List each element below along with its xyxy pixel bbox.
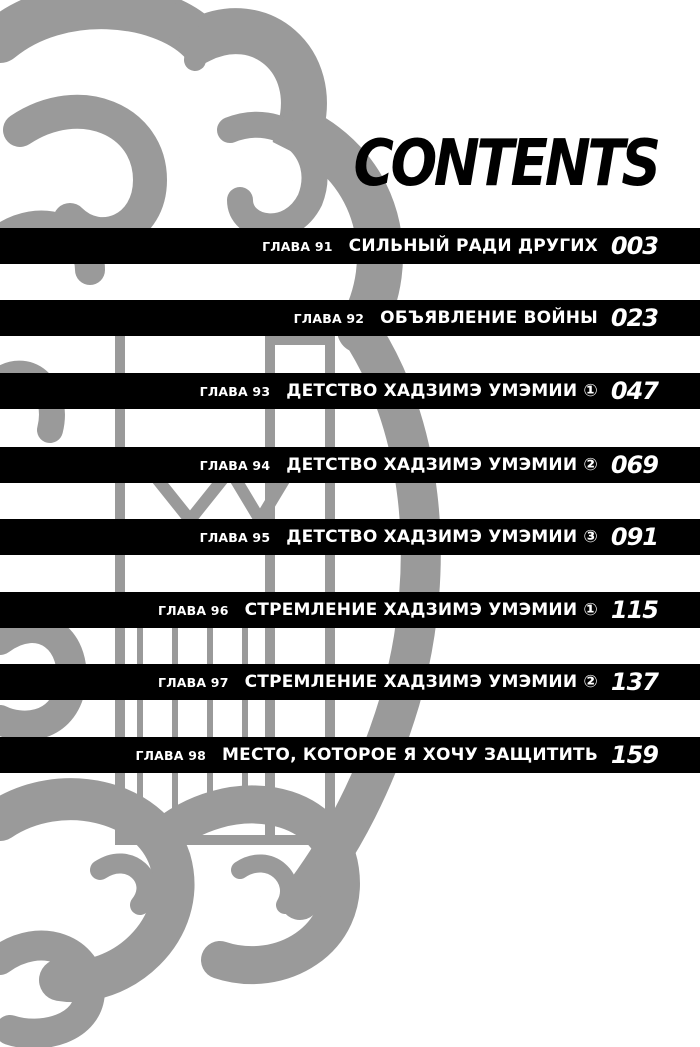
page-number: 091	[610, 523, 658, 551]
chapter-title: СТРЕМЛЕНИЕ ХАДЗИМЭ УМЭМИИ ②	[244, 672, 598, 692]
toc-entry-94[interactable]	[0, 447, 700, 483]
toc-entry-95[interactable]	[0, 519, 700, 555]
chapter-label: ГЛАВА 92	[293, 310, 365, 326]
page-number: 137	[610, 668, 658, 696]
toc-entry-text	[200, 447, 598, 483]
toc-entry-97[interactable]	[0, 664, 700, 700]
chapter-title: ДЕТСТВО ХАДЗИМЭ УМЭМИИ ③	[286, 527, 598, 547]
toc-entry-text	[158, 592, 598, 628]
chapter-title: ДЕТСТВО ХАДЗИМЭ УМЭМИИ ①	[286, 381, 598, 401]
chapter-label: ГЛАВА 95	[199, 529, 271, 545]
chapter-label: ГЛАВА 97	[158, 674, 229, 690]
chapter-title: СИЛЬНЫЙ РАДИ ДРУГИХ	[348, 236, 598, 256]
toc-entry-text	[158, 664, 598, 700]
toc-entry-text	[262, 228, 598, 264]
toc-entry-96[interactable]	[0, 592, 700, 628]
toc-entry-text	[200, 519, 598, 555]
chapter-title: ОБЪЯВЛЕНИЕ ВОЙНЫ	[380, 308, 598, 328]
toc-entry-text	[200, 373, 598, 409]
page-number: 115	[610, 596, 658, 624]
toc-entry-93[interactable]	[0, 373, 700, 409]
chapter-label: ГЛАВА 91	[262, 238, 333, 254]
toc-entry-98[interactable]	[0, 737, 700, 773]
toc-entry-text	[294, 300, 598, 336]
chapter-title: ДЕТСТВО ХАДЗИМЭ УМЭМИИ ②	[286, 455, 598, 475]
chapter-title: МЕСТО, КОТОРОЕ Я ХОЧУ ЗАЩИТИТЬ	[222, 745, 598, 765]
chapter-label: ГЛАВА 98	[135, 747, 207, 763]
toc-entry-text	[135, 737, 598, 773]
page-number: 069	[610, 451, 658, 479]
page-number: 023	[610, 304, 658, 332]
page-number: 003	[610, 232, 658, 260]
chapter-label: ГЛАВА 93	[199, 383, 271, 399]
chapter-label: ГЛАВА 94	[199, 457, 271, 473]
chapter-label: ГЛАВА 96	[158, 602, 229, 618]
contents-title: CONTENTS	[353, 127, 658, 201]
toc-entry-91[interactable]	[0, 228, 700, 264]
page-number: 159	[610, 741, 658, 769]
page-number: 047	[610, 377, 658, 405]
chapter-title: СТРЕМЛЕНИЕ ХАДЗИМЭ УМЭМИИ ①	[244, 600, 598, 620]
toc-entry-92[interactable]	[0, 300, 700, 336]
